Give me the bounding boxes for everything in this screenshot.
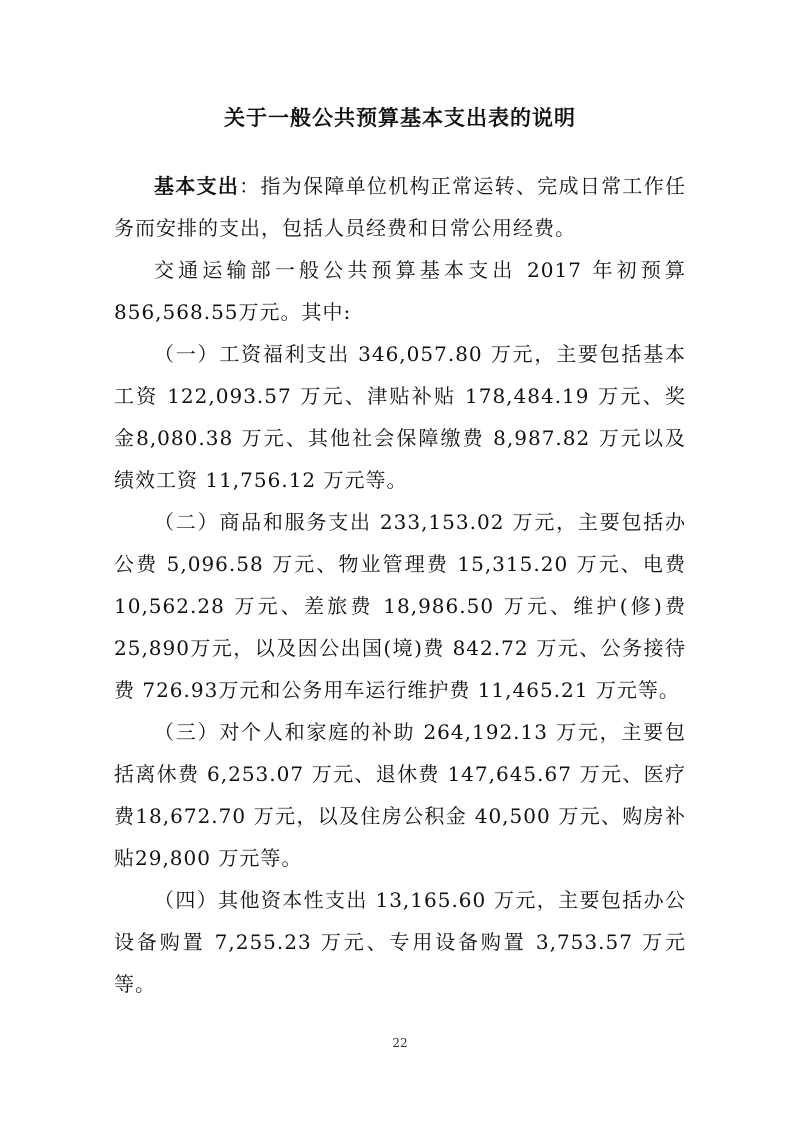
paragraph-personal-family-subsidies: （三）对个人和家庭的补助 264,192.13 万元，主要包括离休费 6,253.07 万元、退休费 147,645.67 万元、医疗费18,672.70 万元，以及住房公积金 40,500 万元、购房补贴29,800 万元等。: [114, 720, 686, 870]
term-basic-expenditure: 基本支出: [154, 174, 240, 198]
definition-text: ：指为保障单位机构正常运转、完成日常工作任务而安排的支出，包括人员经费和日常公用经费。: [114, 174, 687, 240]
paragraph-total-budget: 交通运输部一般公共预算基本支出 2017 年初预算856,568.55万元。其中:: [114, 258, 686, 324]
page-number: 22: [392, 1036, 408, 1050]
document-title: 关于一般公共预算基本支出表的说明: [224, 105, 576, 130]
paragraph-other-capital-expenditure: （四）其他资本性支出 13,165.60 万元，主要包括办公设备购置 7,255.23 万元、专用设备购置 3,753.57 万元等。: [114, 888, 686, 996]
paragraph-wages-welfare: （一）工资福利支出 346,057.80 万元，主要包括基本工资 122,093.57 万元、津贴补贴 178,484.19 万元、奖金8,080.38 万元、其他社会保障缴费 8,987.82 万元以及绩效工资 11,756.12 万元等。: [114, 342, 686, 492]
document-body: [114, 165, 686, 1005]
paragraph-goods-services: （二）商品和服务支出 233,153.02 万元，主要包括办公费 5,096.58 万元、物业管理费 15,315.20 万元、电费10,562.28 万元、差旅费 18,986.50 万元、维护(修)费 25,890万元，以及因公出国(境)费 842.72 万元、公务接待费 726.93万元和公务用车运行维护费 11,465.21 万元等。: [114, 510, 686, 702]
paragraph-basic-expenditure-definition: [114, 165, 686, 249]
